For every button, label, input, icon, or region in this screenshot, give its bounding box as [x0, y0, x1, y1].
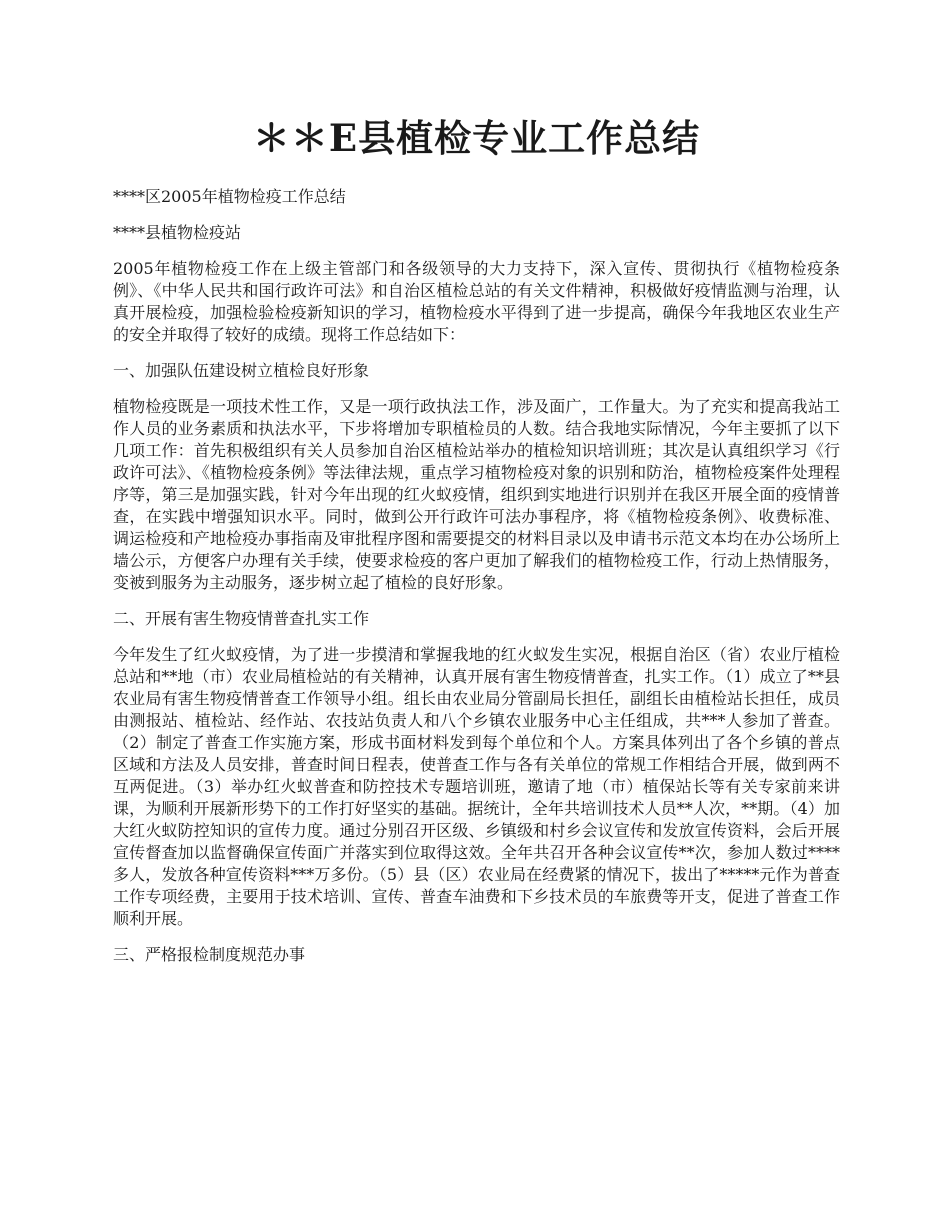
section-3-heading: 三、严格报检制度规范办事 [113, 945, 306, 964]
intro-paragraph: 2005年植物检疫工作在上级主管部门和各级领导的大力支持下，深入宣传、贯彻执行《植物检疫条例》、《中华人民共和国行政许可法》和自治区植检总站的有关文件精神，积极做好疫情监测与治理，认真开展检疫，加强检验检疫新知识的学习，植物检疫水平得到了进一步提高，确保今年我地区农业生产的安全并取得了较好的成绩。现将工作总结如下： [113, 259, 840, 344]
section-2-paragraph: 今年发生了红火蚁疫情，为了进一步摸清和掌握我地的红火蚁发生实况，根据自治区（省）农业厅植检总站和**地（市）农业局植检站的有关精神，认真开展有害生物疫情普查，扎实工作。（1）成立了**县农业局有害生物疫情普查工作领导小组。组长由农业局分管副局长担任，副组长由植检站长担任，成员由测报站、植检站、经作站、农技站负责人和八个乡镇农业服务中心主任组成，共***人参加了普查。（2）制定了普查工作实施方案，形成书面材料发到每个单位和个人。方案具体列出了各个乡镇的普点区域和方法及人员安排，普查时间日程表，使普查工作与各有关单位的常规工作相结合开展，做到两不互两促进。（3）举办红火蚁普查和防控技术专题培训班，邀请了地（市）植保站长等有关专家前来讲课，为顺利开展新形势下的工作打好坚实的基础。据统计，全年共培训技术人员**人次，**期。（4）加大红火蚁防控知识的宣传力度。通过分别召开区级、乡镇级和村乡会议宣传和发放宣传资料，会后开展宣传督查加以监督确保宣传面广并落实到位取得这效。全年共召开各种会议宣传**次，参加人数过****多人，发放各种宣传资料***万多份。（5）县（区）农业局在经费紧的情况下，拔出了*****元作为普查工作专项经费，主要用于技术培训、宣传、普查车油费和下乡技术员的车旅费等开支，促进了普查工作顺利开展。 [113, 645, 840, 928]
document-title: ＊＊E县植检专业工作总结 [252, 116, 701, 160]
section-2-heading: 二、开展有害生物疫情普查扎实工作 [113, 609, 370, 628]
document-page [113, 112, 840, 980]
document-subtitle: ****区2005年植物检疫工作总结 [113, 187, 346, 206]
section-1-heading: 一、加强队伍建设树立植检良好形象 [113, 361, 370, 380]
section-1-paragraph: 植物检疫既是一项技术性工作，又是一项行政执法工作，涉及面广，工作量大。为了充实和提高我站工作人员的业务素质和执法水平，下步将增加专职植检员的人数。结合我地实际情况，今年主要抓了以下几项工作：首先积极组织有关人员参加自治区植检站举办的植检知识培训班；其次是认真组织学习《行政许可法》、《植物检疫条例》等法律法规，重点学习植物检疫对象的识别和防治，植物检疫案件处理程序等，第三是加强实践，针对今年出现的红火蚁疫情，组织到实地进行识别并在我区开展全面的疫情普查，在实践中增强知识水平。同时，做到公开行政许可法办事程序，将《植物检疫条例》、收费标准、调运检疫和产地检疫办事指南及审批程序图和需要提交的材料目录以及申请书示范文本均在办公场所上墙公示，方便客户办理有关手续，使要求检疫的客户更加了解我们的植物检疫工作，行动上热情服务，变被到服务为主动服务，逐步树立起了植检的良好形象。 [113, 397, 840, 592]
document-author: ****县植物检疫站 [113, 223, 242, 242]
